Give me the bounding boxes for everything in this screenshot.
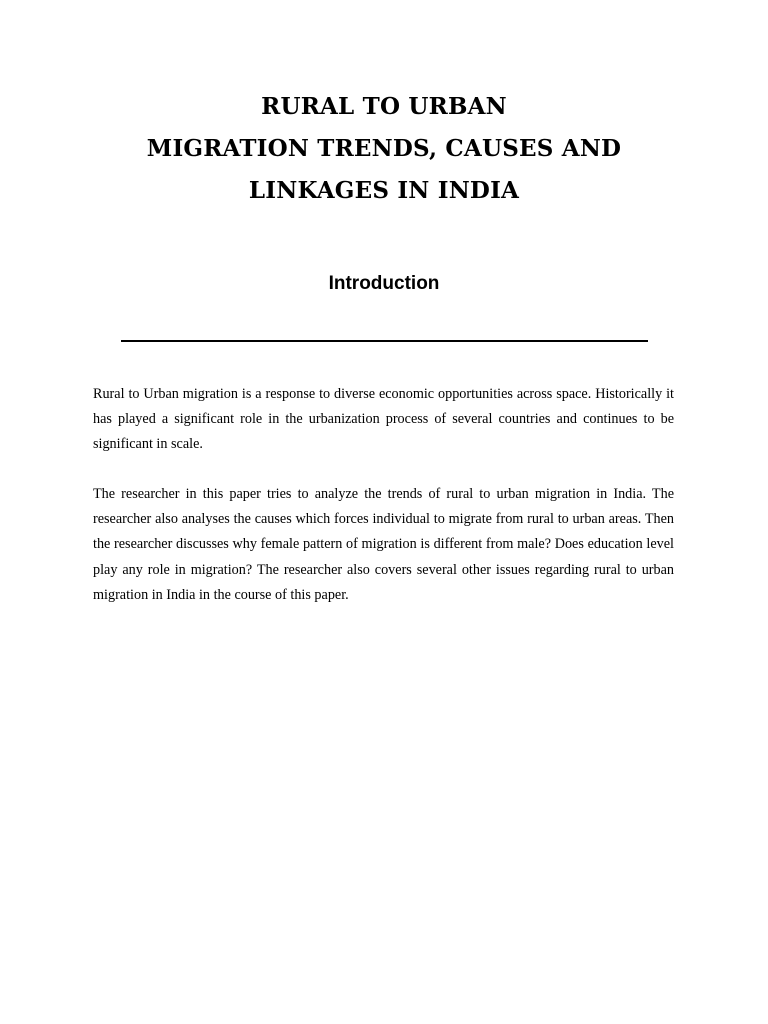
title-line: LINKAGES IN INDIA — [248, 177, 520, 204]
document-title — [0, 86, 768, 212]
section-heading: Introduction — [328, 273, 440, 294]
paragraph: The researcher in this paper tries to analyze the trends of rural to urban migration in India. The researcher also analyses the causes which forces individual to migrate from rural to urban areas. Then the researcher discusses why female pattern of migration is different from male? Does education level play any role in migration? The researcher also covers several other issues regarding rural to urban migration in India in the course of this paper. — [93, 486, 674, 603]
paragraph: Rural to Urban migration is a response to diverse economic opportunities across space. Historically it has played a significant role in the urbanization process of several countries and continues to be significant in scale. — [93, 386, 674, 453]
title-line: MIGRATION TRENDS, CAUSES AND — [146, 135, 622, 162]
title-line: RURAL TO URBAN — [261, 93, 507, 120]
horizontal-divider — [121, 340, 648, 342]
